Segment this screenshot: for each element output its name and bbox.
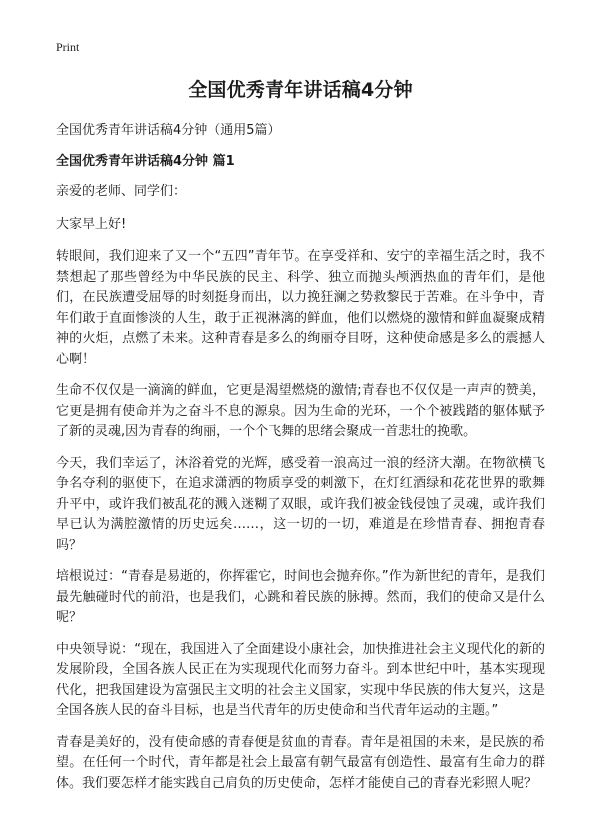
greeting-paragraph: 大家早上好! <box>56 216 127 232</box>
document-subtitle: 全国优秀青年讲话稿4分钟（通用5篇） <box>56 123 281 138</box>
body-paragraph: 中央领导说：“现在，我国进入了全面建设小康社会，加快推进社会主义现代化的新的发展阶段，全国各族人民正在为实现现代化而努力奋斗。到本世纪中叶，基本实现现代化，把我国建设为富强民主文明的社会主义国家，实现中华民族的伟大复兴，这是全国各族人民的奋斗目标，也是当代青年的历史使命和当代青年运动的主题。” <box>56 641 545 718</box>
body-paragraph: 培根说过：“青春是易逝的，你挥霍它，时间也会抛弃你。”作为新世纪的青年，是我们最先触碰时代的前沿，也是我们，心跳和着民族的脉搏。然而，我们的使命又是什么呢？ <box>56 569 545 625</box>
page-title: 全国优秀青年讲话稿4分钟 <box>188 79 413 101</box>
body-paragraph: 生命不仅仅是一滴滴的鲜血，它更是渴望燃烧的激情;青春也不仅仅是一声声的赞美，它更是拥有使命并为之奋斗不息的源泉。因为生命的光环，一个个被践踏的躯体赋予了新的灵魂,因为青春的绚丽，一个个飞舞的思绪会聚成一首悲壮的挽歌。 <box>56 383 545 439</box>
body-paragraph: 青春是美好的，没有使命感的青春便是贫血的青春。青年是祖国的未来，是民族的希望。在任何一个时代，青年都是社会上最富有朝气最富有创造性、最富有生命力的群体。我们要怎样才能实践自己肩负的历史使命，怎样才能使自己的青春光彩照人呢？ <box>56 734 545 791</box>
print-link[interactable]: Print <box>56 40 80 54</box>
salutation-paragraph: 亲爱的老师、同学们： <box>56 184 187 199</box>
section-heading: 全国优秀青年讲话稿4分钟 篇1 <box>56 154 235 169</box>
body-paragraph: 转眼间，我们迎来了又一个“五四”青年节。在享受祥和、安宁的幸福生活之时，我不禁想起了那些曾经为中华民族的民主、科学、独立而抛头颅洒热血的青年们，是他们，在民族遭受屈辱的时刻挺身而出，以力挽狂澜之势救黎民于苦难。在斗争中，青年们敢于直面惨淡的人生，敢于正视淋漓的鲜血，他们以燃烧的激情和鲜血凝聚成精神的火炬，点燃了未来。这种青春是多么的绚丽夺目呀，这种使命感是多么的震撼人心啊！ <box>56 249 545 367</box>
body-paragraph: 今天，我们幸运了，沐浴着党的光辉，感受着一浪高过一浪的经济大潮。在物欲横飞争名夺利的驱使下，在追求潇洒的物质享受的刺激下，在灯红酒绿和花花世界的歌舞升平中，或许我们被乱花的溅入迷糊了双眼，或许我们被金钱侵蚀了灵魂，或许我们早已认为满腔激情的历史远矣……，这一切的一切，难道是在珍惜青春、拥抱青春吗？ <box>56 455 545 553</box>
